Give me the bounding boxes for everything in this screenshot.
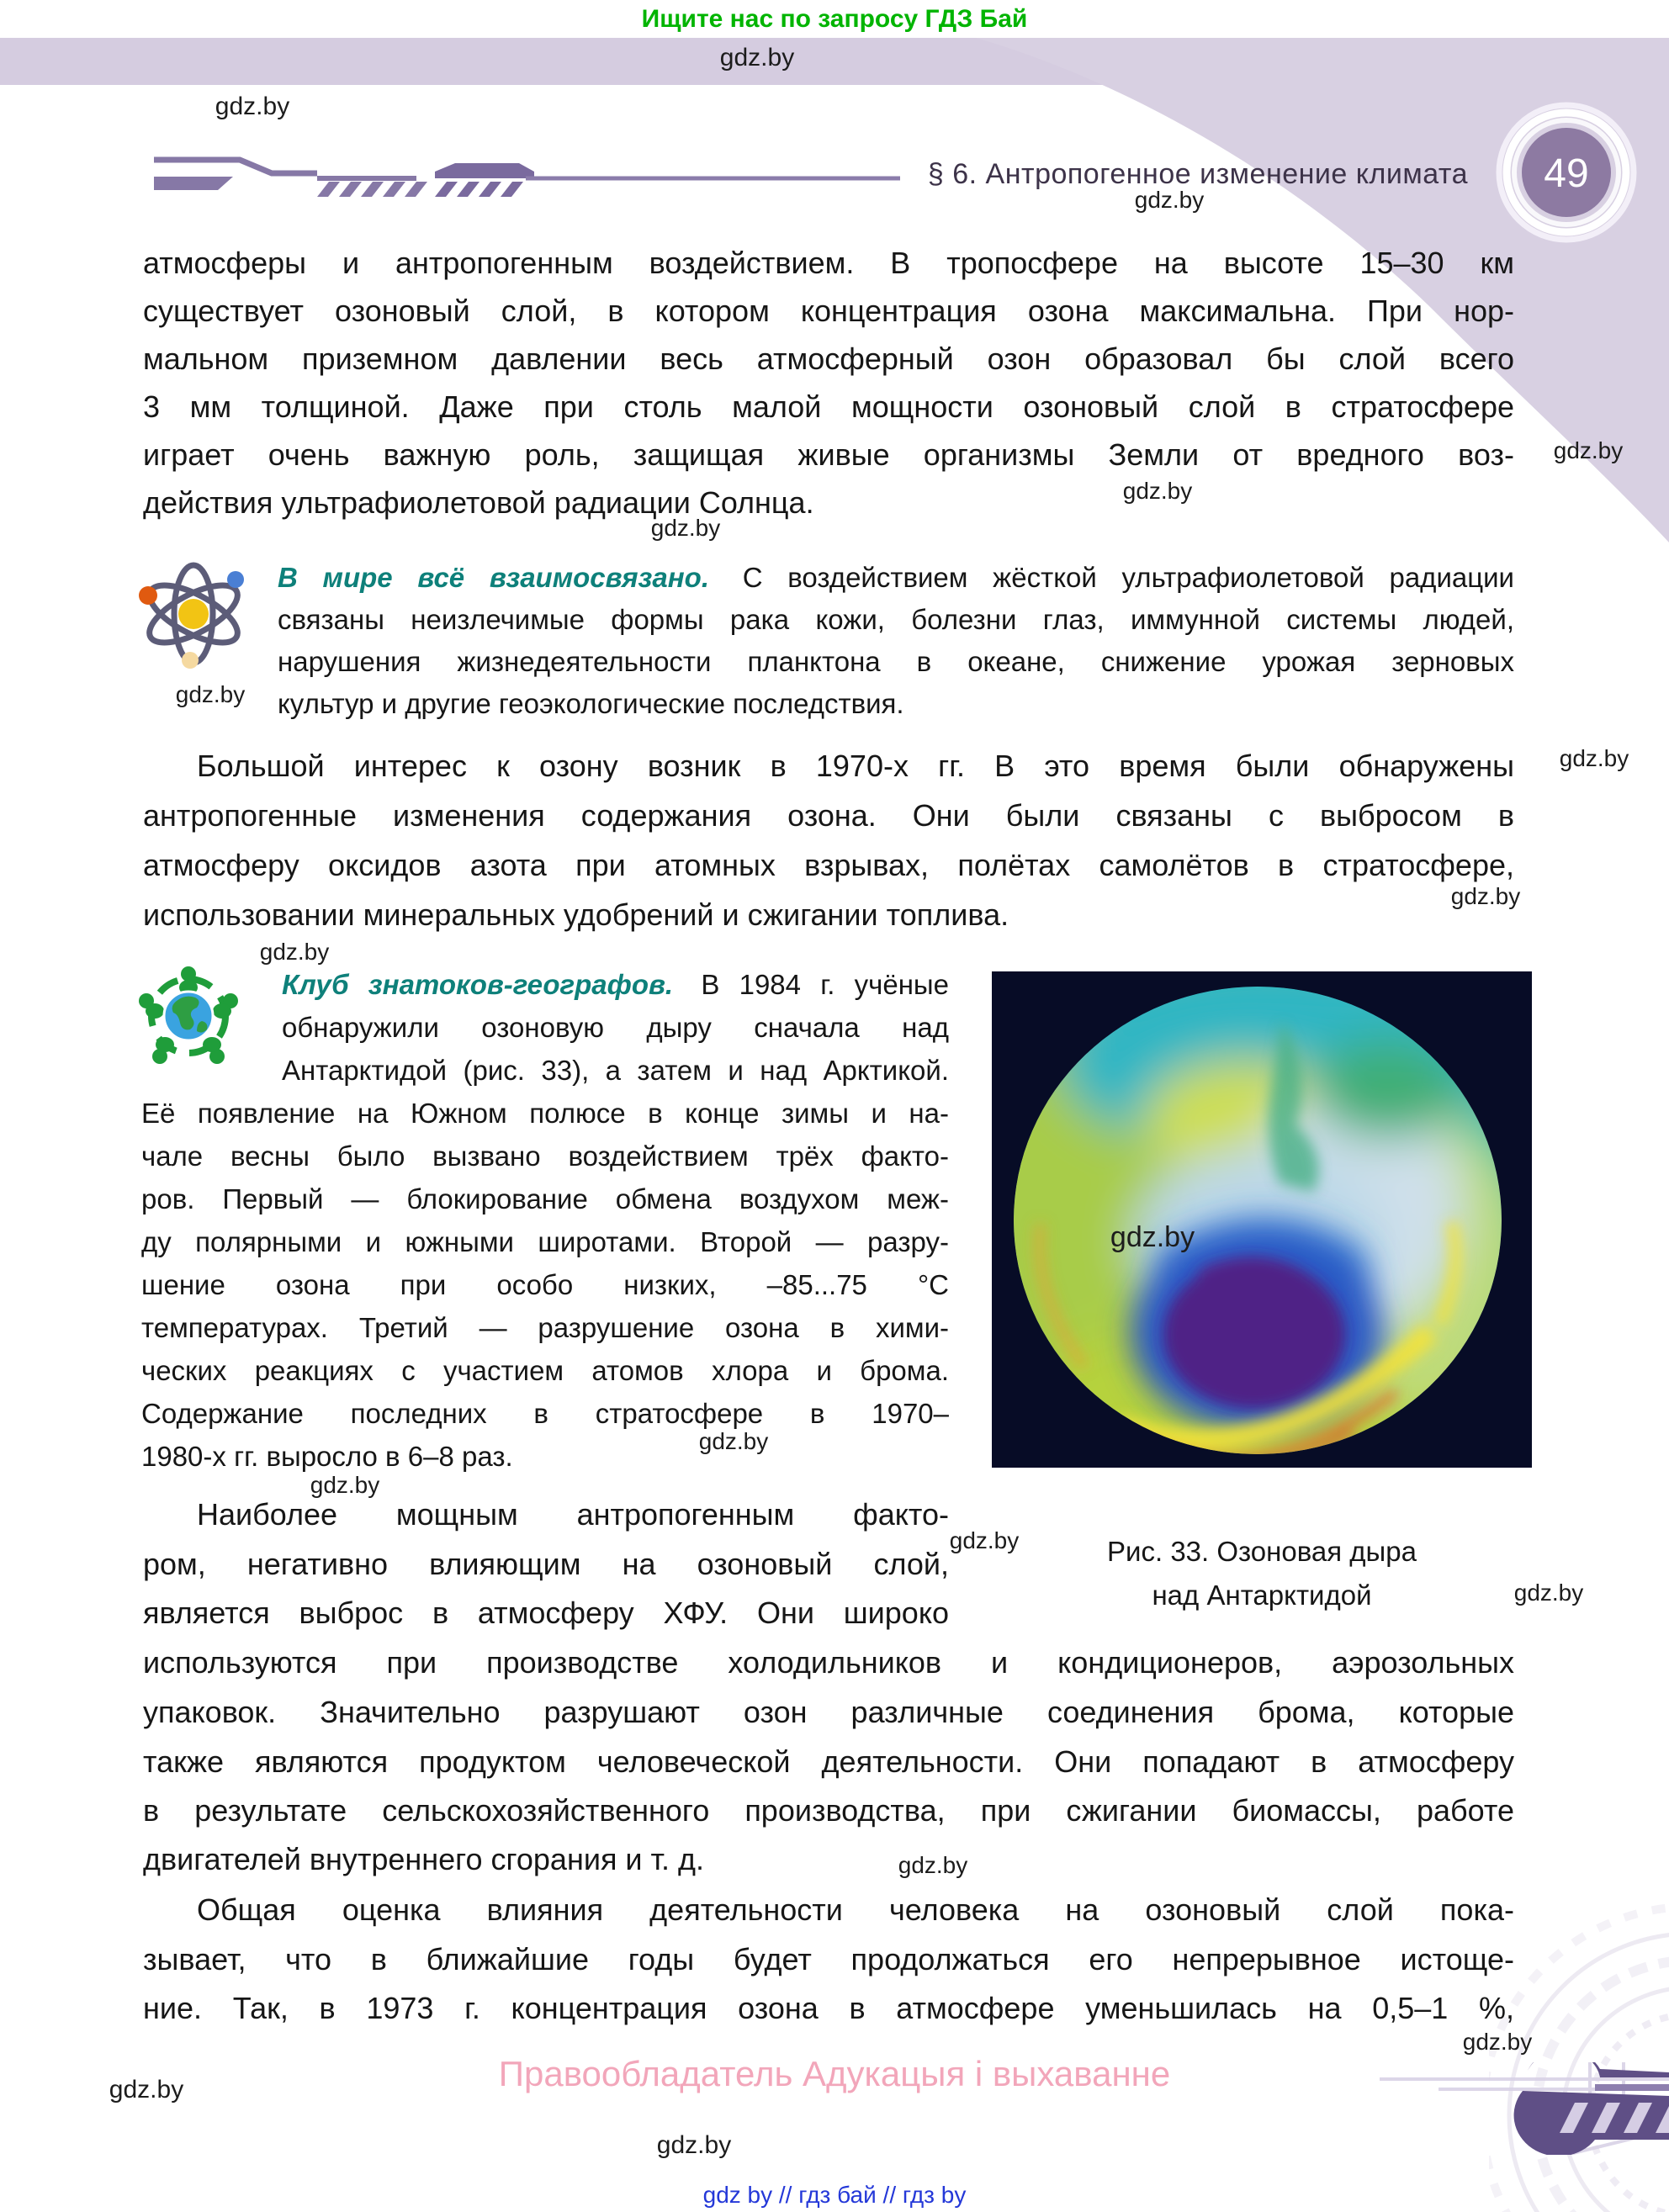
gdz-watermark: gdz.by [898,1852,968,1878]
body-text-line: обнаружили озоновую дыру сначала над [282,1012,949,1043]
body-text-line: мальном приземном давлении весь атмосферный озон образовал бы слой всего [143,341,1514,376]
body-text-line: двигателей внутреннего сгорания и т. д. [143,1842,705,1876]
gdz-watermark: gdz.by [1559,745,1629,771]
gdz-watermark: gdz.by [259,939,330,965]
section-lead-label: В мире всё взаимосвязано. [278,562,710,593]
figure-caption-line2: над Антарктидой [1152,1580,1372,1611]
body-text-line: упаковок. Значительно разрушают озон различные соединения брома, которые [143,1695,1514,1729]
gdz-watermark: gdz.by [175,681,246,707]
body-text-line: также являются продуктом человеческой деятельности. Они попадают в атмосферу [143,1744,1514,1779]
gdz-watermark: gdz.by [215,93,290,120]
body-text-line: температурах. Третий — разрушение озона в хими- [141,1312,949,1343]
body-text-line: Общая оценка влияния деятельности человека на озоновый слой пока- [197,1892,1514,1927]
body-text-line: атмосферы и антропогенным воздействием. В тропосфере на высоте 15–30 км [143,246,1514,280]
body-text-line: 3 мм толщиной. Даже при столь малой мощности озоновый слой в стратосфере [143,389,1514,424]
body-text-line: использовании минеральных удобрений и сжигании топлива. [143,897,1009,932]
gdz-watermark: gdz.by [656,2131,732,2159]
gdz-watermark: gdz.by [719,44,795,71]
body-text-line: 1980-х гг. выросло в 6–8 раз. [141,1441,513,1472]
body-text-line: атмосферу оксидов азота при атомных взрывах, полётах самолётов в стратосфере, [143,848,1514,882]
body-text-line: нарушения жизнедеятельности планктона в океане, снижение урожая зерновых [278,646,1514,677]
footer-links[interactable]: gdz by // гдз бай // гдз by [702,2182,967,2208]
gdz-watermark: gdz.by [949,1527,1020,1553]
promo-text: Ищите нас по запросу ГДЗ Бай [641,5,1028,33]
footer-copyright: Правообладатель Адукацыя і выхаванне [498,2054,1171,2093]
body-text-line: Наиболее мощным антропогенным факто- [197,1497,949,1532]
body-text-line: Большой интерес к озону возник в 1970-х гг. В это время были обнаружены [197,749,1514,783]
body-text-line: существует озоновый слой, в котором концентрация озона максимальна. При нор- [143,294,1514,328]
body-text-line: антропогенные изменения содержания озона. Они были связаны с выбросом в [143,798,1514,833]
figure-caption-line1: Рис. 33. Озоновая дыра [1107,1536,1417,1567]
body-text-line: ние. Так, в 1973 г. концентрация озона в атмосфере уменьшилась на 0,5–1 %, [143,1991,1514,2025]
body-text-line: В мире всё взаимосвязано. С воздействием жёсткой ультрафиолетовой радиации [278,562,1514,593]
gdz-watermark: gdz.by [310,1472,380,1498]
gdz-watermark: gdz.by [1553,437,1624,463]
gdz-watermark: gdz.by [1110,1221,1195,1253]
body-text-line: Антарктидой (рис. 33), а затем и над Арктикой. [282,1055,949,1086]
body-text-line: является выброс в атмосферу ХФУ. Они широко [143,1595,949,1630]
body-text-line: ду полярными и южными широтами. Второй — разру- [141,1226,949,1257]
body-text-line: используются при производстве холодильников и кондиционеров, аэрозольных [143,1645,1514,1680]
atom-icon [130,557,257,675]
page-number-badge: 49 [1544,151,1589,196]
globe-people-icon [133,966,244,1073]
section-title: § 6. Антропогенное изменение климата [927,158,1468,190]
gdz-watermark: gdz.by [1450,883,1521,909]
body-text-line: Клуб знатоков-географов. В 1984 г. учёные [282,969,949,1000]
gdz-watermark: gdz.by [1513,1580,1584,1606]
body-text-line: ческих реакциях с участием атомов хлора и брома. [141,1355,949,1386]
gdz-watermark: gdz.by [650,515,721,541]
page-corner-ornament [925,38,1669,639]
body-text-line: действия ультрафиолетовой радиации Солнца. [143,485,814,520]
body-text-line: ром, негативно влияющим на озоновый слой, [143,1547,949,1581]
gdz-watermark: gdz.by [109,2076,184,2104]
body-text-line: связаны неизлечимые формы рака кожи, болезни глаз, иммунной системы людей, [278,604,1514,635]
body-text-line: ров. Первый — блокирование обмена воздухом меж- [141,1183,949,1214]
gdz-watermark: gdz.by [1122,478,1193,504]
section-lead-label: Клуб знатоков-географов. [282,969,674,1000]
ozone-hole-image [992,971,1532,1468]
body-text-line: чале весны было вызвано воздействием трёх факто- [141,1140,949,1172]
body-text-line: зывает, что в ближайшие годы будет продолжаться его непрерывное истоще- [143,1942,1514,1977]
body-text-line: культур и другие геоэкологические последствия. [278,688,904,719]
body-text-line: шение озона при особо низких, –85...75 °С [141,1269,949,1300]
body-text-line: в результате сельскохозяйственного производства, при сжигании биомассы, работе [143,1793,1514,1828]
gdz-watermark: gdz.by [698,1428,769,1454]
body-text-line: Содержание последних в стратосфере в 1970– [141,1398,949,1429]
body-text-line: играет очень важную роль, защищая живые организмы Земли от вредного воз- [143,437,1514,472]
gdz-watermark: gdz.by [1462,2029,1533,2055]
body-text-line: Её появление на Южном полюсе в конце зимы и на- [141,1098,949,1129]
gdz-watermark: gdz.by [1134,187,1205,213]
